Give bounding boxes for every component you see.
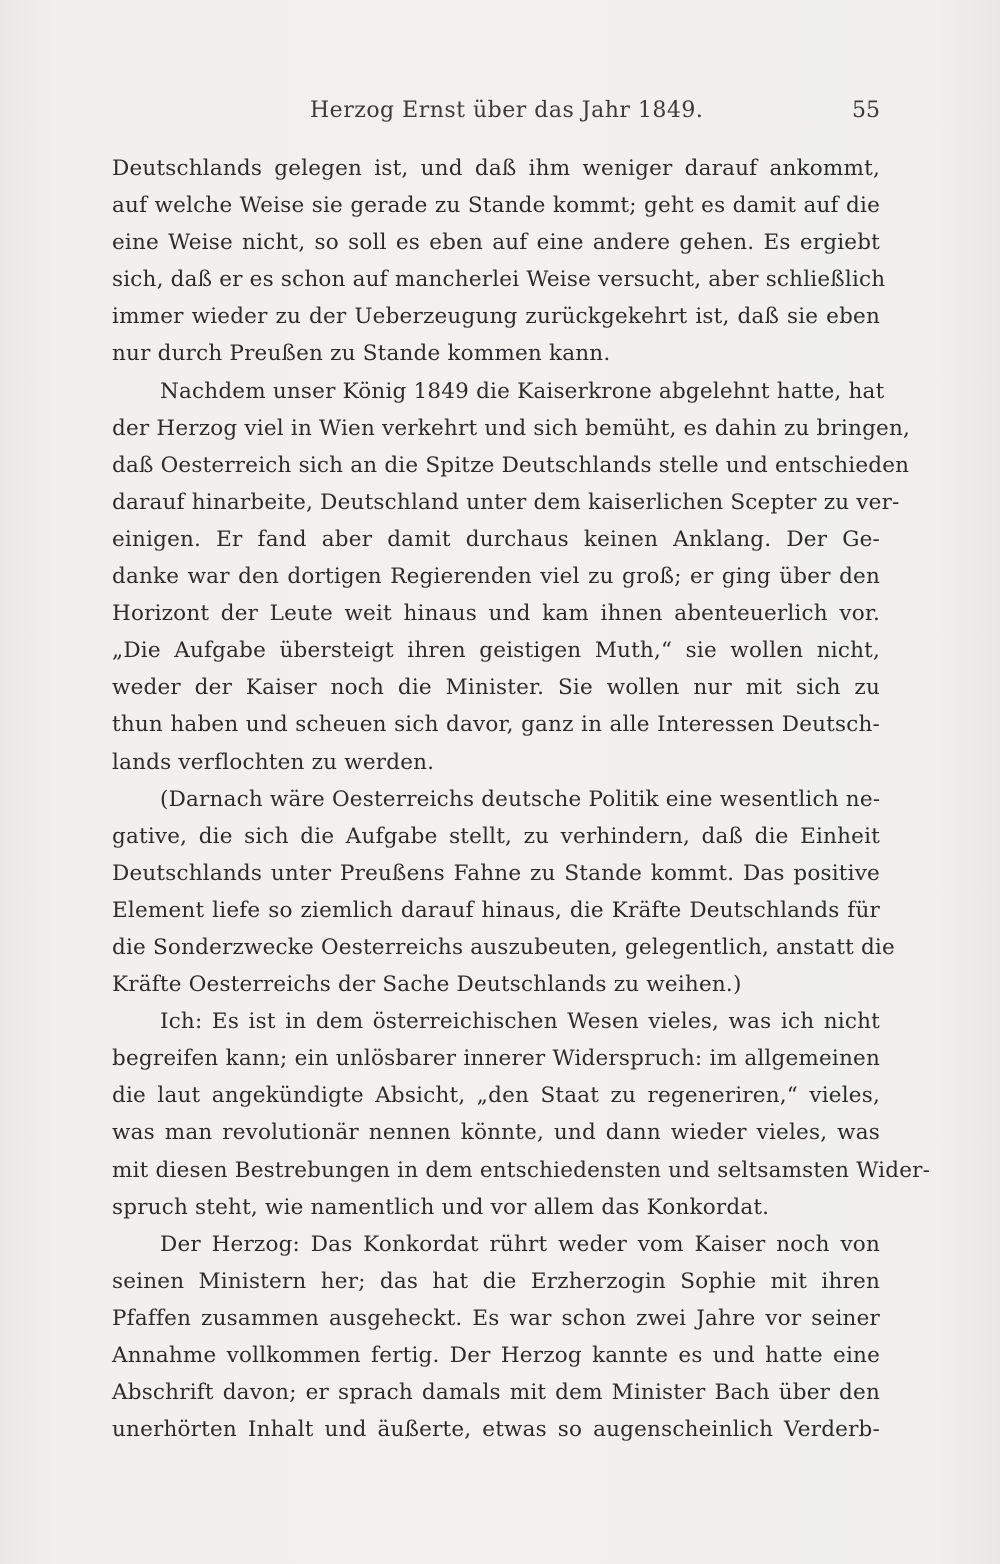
text-line: danke war den dortigen Regierenden viel zu groß; er ging über den bbox=[112, 564, 880, 590]
text-line: Der Herzog: Das Konkordat rührt weder vom Kaiser noch von bbox=[160, 1231, 880, 1257]
running-head: Herzog Ernst über das Jahr 1849. bbox=[310, 98, 704, 123]
text-line: seinen Ministern her; das hat die Erzherzogin Sophie mit ihren bbox=[112, 1268, 880, 1294]
text-line: sich, daß er es schon auf mancherlei Weise versucht, aber schließlich bbox=[112, 267, 886, 293]
text-line: darauf hinarbeite, Deutschland unter dem kaiserlichen Scepter zu ver- bbox=[112, 489, 900, 515]
text-line: was man revolutionär nennen könnte, und dann wieder vieles, was bbox=[112, 1120, 880, 1146]
text-line: die laut angekündigte Absicht, „den Staat zu regeneriren,“ vieles, bbox=[112, 1083, 880, 1109]
text-line: weder der Kaiser noch die Minister. Sie wollen nur mit sich zu bbox=[112, 675, 880, 701]
text-line: Pfaffen zusammen ausgeheckt. Es war schon zwei Jahre vor seiner bbox=[112, 1305, 880, 1331]
text-line: (Darnach wäre Oesterreichs deutsche Politik eine wesentlich ne- bbox=[160, 786, 881, 812]
text-line: der Herzog viel in Wien verkehrt und sich bemüht, es dahin zu bringen, bbox=[112, 415, 911, 441]
text-line: Nachdem unser König 1849 die Kaiserkrone abgelehnt hatte, hat bbox=[160, 378, 885, 404]
text-line: „Die Aufgabe übersteigt ihren geistigen Muth,“ sie wollen nicht, bbox=[112, 638, 880, 664]
text-line: immer wieder zu der Ueberzeugung zurückgekehrt ist, daß sie eben bbox=[112, 304, 880, 330]
text-line: lands verflochten zu werden. bbox=[112, 749, 435, 775]
text-line: Annahme vollkommen fertig. Der Herzog kannte es und hatte eine bbox=[112, 1343, 880, 1368]
text-line: Ich: Es ist in dem österreichischen Wesen vieles, was ich nicht bbox=[160, 1009, 880, 1035]
text-line: auf welche Weise sie gerade zu Stande kommt; geht es damit auf die bbox=[112, 193, 880, 219]
text-line: mit diesen Bestrebungen in dem entschiedensten und seltsamsten Wider- bbox=[112, 1157, 931, 1183]
text-line: Kräfte Oesterreichs der Sache Deutschlands zu weihen.) bbox=[112, 972, 742, 998]
text-line: thun haben und scheuen sich davor, ganz in alle Interessen Deutsch- bbox=[112, 712, 880, 738]
text-line: nur durch Preußen zu Stande kommen kann. bbox=[112, 341, 611, 367]
text-line: daß Oesterreich sich an die Spitze Deutschlands stelle und entschieden bbox=[112, 452, 910, 478]
text-line: Deutschlands unter Preußens Fahne zu Stande kommt. Das positive bbox=[112, 860, 880, 886]
text-line: die Sonderzwecke Oesterreichs auszubeuten, gelegentlich, anstatt die bbox=[112, 934, 895, 960]
text-line: Deutschlands gelegen ist, und daß ihm weniger darauf ankommt, bbox=[112, 156, 880, 181]
page-header bbox=[110, 98, 880, 138]
text-line: gative, die sich die Aufgabe stellt, zu verhindern, daß die Einheit bbox=[112, 823, 880, 849]
body-text bbox=[112, 150, 931, 1448]
text-line: Element liefe so ziemlich darauf hinaus, die Kräfte Deutschlands für bbox=[112, 897, 880, 923]
text-line: begreifen kann; ein unlösbarer innerer Widerspruch: im allgemeinen bbox=[112, 1046, 880, 1072]
text-line: eine Weise nicht, so soll es eben auf eine andere gehen. Es ergiebt bbox=[112, 230, 880, 256]
text-line: Abschrift davon; er sprach damals mit dem Minister Bach über den bbox=[112, 1380, 880, 1406]
text-line: Horizont der Leute weit hinaus und kam ihnen abenteuerlich vor. bbox=[112, 601, 880, 627]
text-line: spruch steht, wie namentlich und vor allem das Konkordat. bbox=[112, 1194, 770, 1220]
text-line: unerhörten Inhalt und äußerte, etwas so augenscheinlich Verderb- bbox=[112, 1417, 880, 1443]
text-line: einigen. Er fand aber damit durchaus keinen Anklang. Der Ge- bbox=[112, 526, 880, 552]
page-number: 55 bbox=[852, 98, 880, 123]
